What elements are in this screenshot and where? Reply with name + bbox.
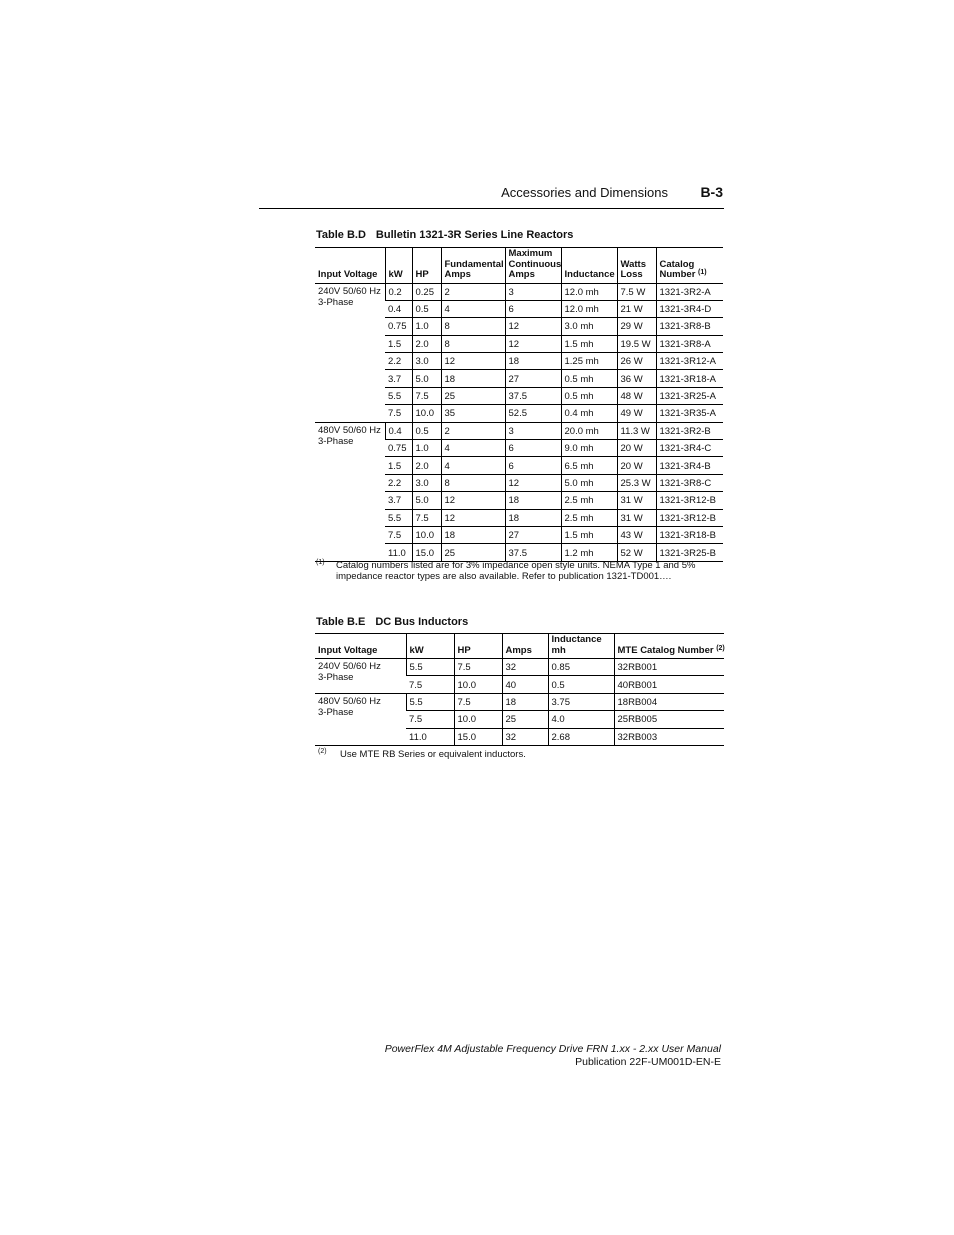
- table-d-cell: 1321-3R18-B: [656, 526, 723, 543]
- table-d-cell: 19.5 W: [617, 335, 656, 352]
- table-d-cell: 3.0 mh: [561, 318, 617, 335]
- header-rule: [259, 208, 724, 209]
- table-d-cell: 18: [441, 526, 505, 543]
- dc-bus-inductors-table: [315, 633, 724, 746]
- table-d-header-6: Watts Loss: [617, 248, 656, 284]
- table-d-cell: 18: [505, 353, 561, 370]
- table-e-number: Table B.E: [316, 616, 366, 628]
- table-e-cell: 10.0: [454, 676, 502, 693]
- table-e-cell: 11.0: [406, 728, 454, 745]
- table-d-cell: 3.7: [385, 492, 412, 509]
- table-d-cell: 15.0: [412, 544, 441, 561]
- table-d-cell: 11.0: [385, 544, 412, 561]
- table-d-cell: 21 W: [617, 300, 656, 317]
- table-e-header-5: [614, 634, 724, 659]
- table-d-cell: 1321-3R18-A: [656, 370, 723, 387]
- table-d-number: Table B.D: [316, 229, 366, 241]
- table-d-input-voltage-cell: 480V 50/60 Hz 3-Phase: [315, 422, 385, 561]
- table-d-cell: 8: [441, 318, 505, 335]
- table-d-cell: 8: [441, 335, 505, 352]
- table-d-header-0: Input Voltage: [315, 248, 385, 284]
- table-e-cell: 2.68: [548, 728, 614, 745]
- table-e-cell: 18: [502, 693, 548, 710]
- table-e-cell: 5.5: [406, 693, 454, 710]
- table-e-cell: 40RB001: [614, 676, 724, 693]
- table-d-header-4: Maximum Continuous Amps: [505, 248, 561, 284]
- running-header-title: Accessories and Dimensions: [501, 185, 668, 200]
- table-d-cell: 8: [441, 474, 505, 491]
- table-d-cell: 6: [505, 457, 561, 474]
- table-d-header-5: Inductance: [561, 248, 617, 284]
- table-d-cell: 20.0 mh: [561, 422, 617, 439]
- table-d-cell: 6: [505, 440, 561, 457]
- table-d-cell: 10.0: [412, 405, 441, 422]
- table-e-cell: 32RB003: [614, 728, 724, 745]
- table-e-cell: 15.0: [454, 728, 502, 745]
- table-d-header-2: HP: [412, 248, 441, 284]
- table-e-header-label: MTE Catalog Number: [617, 644, 714, 656]
- table-d-cell: 18: [505, 492, 561, 509]
- table-d-cell: 20 W: [617, 457, 656, 474]
- table-d-cell: 4: [441, 440, 505, 457]
- table-d-cell: 1321-3R8-C: [656, 474, 723, 491]
- table-d-cell: 25: [441, 544, 505, 561]
- table-e-input-voltage-cell: 240V 50/60 Hz 3-Phase: [315, 659, 406, 694]
- table-d-cell: 1321-3R12-A: [656, 353, 723, 370]
- table-d-cell: 1.5: [385, 457, 412, 474]
- table-d-cell: 0.5 mh: [561, 387, 617, 404]
- table-d-header-row: [315, 248, 723, 284]
- table-d-cell: 0.4: [385, 300, 412, 317]
- table-d-cell: 1.5 mh: [561, 526, 617, 543]
- table-d-cell: 26 W: [617, 353, 656, 370]
- table-d-cell: 25: [441, 387, 505, 404]
- table-d-caption: [316, 229, 573, 241]
- table-d-header-7: [656, 248, 723, 284]
- table-e-cell: 7.5: [454, 693, 502, 710]
- table-e-header-4: Inductance mh: [548, 634, 614, 659]
- table-d-cell: 1321-3R2-A: [656, 283, 723, 300]
- table-e-cell: 25: [502, 711, 548, 728]
- table-d-cell: 49 W: [617, 405, 656, 422]
- table-d-cell: 29 W: [617, 318, 656, 335]
- table-d-cell: 1321-3R35-A: [656, 405, 723, 422]
- table-e-footnote: [318, 749, 723, 763]
- table-d-cell: 48 W: [617, 387, 656, 404]
- table-e-cell: 7.5: [406, 711, 454, 728]
- table-d-cell: 9.0 mh: [561, 440, 617, 457]
- table-d-cell: 1.5: [385, 335, 412, 352]
- table-d-cell: 10.0: [412, 526, 441, 543]
- table-d-cell: 1321-3R4-C: [656, 440, 723, 457]
- table-e-cell: 3.75: [548, 693, 614, 710]
- table-d-cell: 7.5 W: [617, 283, 656, 300]
- table-d-cell: 43 W: [617, 526, 656, 543]
- table-d-cell: 0.2: [385, 283, 412, 300]
- table-d-cell: 0.5: [412, 422, 441, 439]
- footnote-2-text: Use MTE RB Series or equivalent inductors.: [340, 749, 526, 760]
- table-d-cell: 12: [505, 318, 561, 335]
- table-d-cell: 12.0 mh: [561, 283, 617, 300]
- table-d-cell: 6.5 mh: [561, 457, 617, 474]
- table-row: [315, 659, 724, 676]
- table-d-cell: 2.2: [385, 353, 412, 370]
- table-d-cell: 1321-3R25-A: [656, 387, 723, 404]
- table-row: [315, 422, 723, 439]
- table-d-cell: 12.0 mh: [561, 300, 617, 317]
- table-e-header-row: [315, 634, 724, 659]
- table-e-header-1: kW: [406, 634, 454, 659]
- table-d-cell: 2.5 mh: [561, 509, 617, 526]
- table-d-cell: 0.4 mh: [561, 405, 617, 422]
- table-d-cell: 3: [505, 283, 561, 300]
- table-e-cell: 4.0: [548, 711, 614, 728]
- line-reactors-table: [315, 247, 723, 562]
- table-d-cell: 2: [441, 422, 505, 439]
- table-e-caption: [316, 616, 468, 628]
- table-d-cell: 25.3 W: [617, 474, 656, 491]
- table-d-cell: 7.5: [385, 405, 412, 422]
- table-d-cell: 18: [441, 370, 505, 387]
- table-d-cell: 1321-3R8-A: [656, 335, 723, 352]
- table-d-cell: 12: [505, 474, 561, 491]
- table-d-input-voltage-cell: 240V 50/60 Hz 3-Phase: [315, 283, 385, 422]
- table-d-cell: 6: [505, 300, 561, 317]
- footer-publication: Publication 22F-UM001D-EN-E: [575, 1056, 721, 1068]
- table-d-cell: 1321-3R4-D: [656, 300, 723, 317]
- table-d-cell: 1.2 mh: [561, 544, 617, 561]
- table-d-cell: 2.5 mh: [561, 492, 617, 509]
- table-e-cell: 32: [502, 659, 548, 676]
- table-e-cell: 0.5: [548, 676, 614, 693]
- table-e-cell: 32RB001: [614, 659, 724, 676]
- table-d-cell: 52 W: [617, 544, 656, 561]
- table-d-cell: 0.75: [385, 318, 412, 335]
- table-e-header-3: Amps: [502, 634, 548, 659]
- table-d-header-1: kW: [385, 248, 412, 284]
- footer-manual-title: PowerFlex 4M Adjustable Frequency Drive FRN 1.xx - 2.xx User Manual: [384, 1043, 721, 1055]
- table-d-cell: 35: [441, 405, 505, 422]
- table-d-title: Bulletin 1321-3R Series Line Reactors: [375, 229, 574, 241]
- table-d-cell: 5.0 mh: [561, 474, 617, 491]
- table-d-cell: 4: [441, 457, 505, 474]
- table-d-cell: 7.5: [412, 387, 441, 404]
- table-e-cell: 10.0: [454, 711, 502, 728]
- table-e-header-2: HP: [454, 634, 502, 659]
- footnote-2-marker: (2): [318, 748, 327, 755]
- table-e-cell: 5.5: [406, 659, 454, 676]
- table-d-cell: 0.75: [385, 440, 412, 457]
- table-e-cell: 25RB005: [614, 711, 724, 728]
- table-d-cell: 1321-3R2-B: [656, 422, 723, 439]
- footnote-1-text: Catalog numbers listed are for 3% impedance open style units. NEMA Type 1 and 5% impedance reactor types are also available. Refer to publication 1321-TD001….: [336, 560, 696, 582]
- table-e-input-voltage-cell: 480V 50/60 Hz 3-Phase: [315, 693, 406, 745]
- table-d-cell: 4: [441, 300, 505, 317]
- table-d-cell: 3: [505, 422, 561, 439]
- table-d-cell: 5.5: [385, 387, 412, 404]
- table-d-cell: 0.5: [412, 300, 441, 317]
- table-d-cell: 5.0: [412, 492, 441, 509]
- table-d-cell: 3.0: [412, 474, 441, 491]
- table-d-cell: 1321-3R12-B: [656, 509, 723, 526]
- table-d-cell: 0.4: [385, 422, 412, 439]
- footnote-1-marker: (1): [316, 559, 325, 566]
- table-d-cell: 0.25: [412, 283, 441, 300]
- table-d-cell: 0.5 mh: [561, 370, 617, 387]
- table-d-cell: 1.5 mh: [561, 335, 617, 352]
- table-d-cell: 31 W: [617, 509, 656, 526]
- table-d-cell: 31 W: [617, 492, 656, 509]
- table-d-cell: 2.2: [385, 474, 412, 491]
- table-d-cell: 2.0: [412, 457, 441, 474]
- table-e-title: DC Bus Inductors: [375, 616, 469, 628]
- table-e-cell: 18RB004: [614, 693, 724, 710]
- table-row: [315, 283, 723, 300]
- table-d-cell: 5.5: [385, 509, 412, 526]
- table-d-cell: 36 W: [617, 370, 656, 387]
- table-d-cell: 1.0: [412, 440, 441, 457]
- table-d-cell: 7.5: [412, 509, 441, 526]
- table-d-cell: 12: [441, 509, 505, 526]
- table-d-footnote: [316, 560, 723, 586]
- table-d-cell: 27: [505, 526, 561, 543]
- table-d-cell: 12: [441, 492, 505, 509]
- table-d-cell: 11.3 W: [617, 422, 656, 439]
- table-d-cell: 37.5: [505, 544, 561, 561]
- table-d-cell: 3.0: [412, 353, 441, 370]
- table-d-cell: 27: [505, 370, 561, 387]
- page-number: B-3: [700, 184, 723, 200]
- table-d-cell: 37.5: [505, 387, 561, 404]
- table-d-cell: 3.7: [385, 370, 412, 387]
- table-d-cell: 2: [441, 283, 505, 300]
- table-e-cell: 40: [502, 676, 548, 693]
- table-d-cell: 18: [505, 509, 561, 526]
- table-d-cell: 1321-3R8-B: [656, 318, 723, 335]
- table-e-header-0: Input Voltage: [315, 634, 406, 659]
- table-d-cell: 1.25 mh: [561, 353, 617, 370]
- table-d-footnote-ref: (1): [698, 269, 707, 276]
- table-e-cell: 0.85: [548, 659, 614, 676]
- table-d-cell: 1321-3R25-B: [656, 544, 723, 561]
- table-d-cell: 20 W: [617, 440, 656, 457]
- table-d-cell: 1.0: [412, 318, 441, 335]
- table-d-cell: 12: [441, 353, 505, 370]
- table-e-footnote-ref: (2): [716, 644, 725, 652]
- table-d-cell: 12: [505, 335, 561, 352]
- table-d-header-3: Fundamental Amps: [441, 248, 505, 284]
- table-d-cell: 52.5: [505, 405, 561, 422]
- table-e-cell: 7.5: [454, 659, 502, 676]
- table-d-cell: 1321-3R4-B: [656, 457, 723, 474]
- table-d-cell: 1321-3R12-B: [656, 492, 723, 509]
- table-d-header-label: Catalog Number: [659, 258, 696, 280]
- table-e-cell: 32: [502, 728, 548, 745]
- table-d-cell: 5.0: [412, 370, 441, 387]
- table-row: [315, 693, 724, 710]
- table-d-cell: 7.5: [385, 526, 412, 543]
- table-d-cell: 2.0: [412, 335, 441, 352]
- table-e-cell: 7.5: [406, 676, 454, 693]
